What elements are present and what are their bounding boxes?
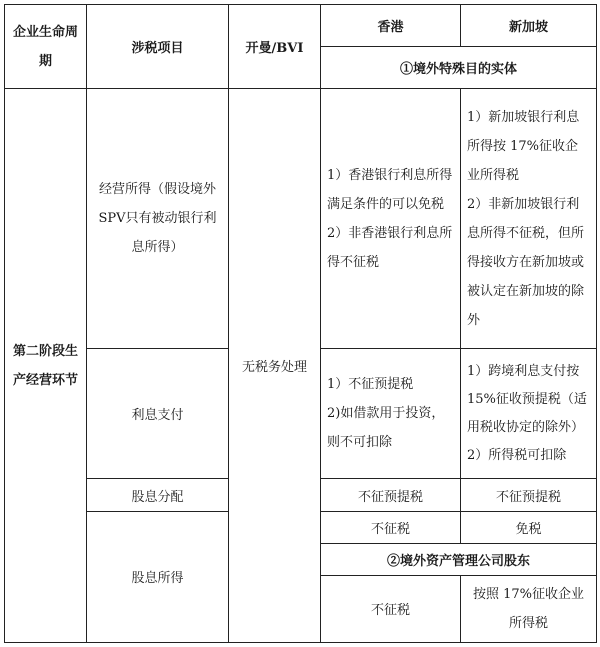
header-lifecycle: 企业生命周期 [5,5,87,89]
header-hongkong: 香港 [321,5,461,47]
header-cayman-bvi: 开曼/BVI [229,5,321,89]
hk-operating-income [321,89,461,349]
hk-dividend-income: 不征税 [321,511,461,543]
tax-item-dividend-income: 股息所得 [87,511,229,642]
tax-comparison-table [4,4,597,643]
tax-item-operating-income: 经营所得（假设境外SPV只有被动银行利息所得） [87,89,229,349]
sg-dividend-income: 免税 [461,511,597,543]
sg-operating-income-line-1: 1）新加坡银行利息所得按 17%征收企业所得税 [467,109,580,183]
sg-operating-income [461,89,597,349]
hk-interest-payment-line-2: 2)如借款用于投资，则不可扣除 [327,406,445,451]
sg-interest-payment-line-2: 2）所得税可扣除 [467,447,567,463]
sg-interest-payment-line-1: 1）跨境利息支付按15%征收预提税（适用税收协定的除外） [467,363,587,435]
cayman-treatment: 无税务处理 [229,89,321,643]
sg-dividend-distribution: 不征预提税 [461,479,597,511]
hk-operating-income-line-1: 1）香港银行利息所得满足条件的可以免税 [327,167,453,212]
tax-item-interest-payment: 利息支付 [87,349,229,479]
hk-asset-mgmt-dividend: 不征税 [321,575,461,642]
hk-interest-payment-line-1: 1）不征预提税 [327,377,414,393]
section-title-asset-management-shareholder: ②境外资产管理公司股东 [321,543,597,575]
header-singapore: 新加坡 [461,5,597,47]
section-title-special-purpose-entity: ①境外特殊目的实体 [321,47,597,89]
stage-label: 第二阶段生产经营环节 [5,89,87,643]
hk-dividend-distribution: 不征预提税 [321,479,461,511]
sg-operating-income-line-2: 2）非新加坡银行利息所得不征税，但所得接收方在新加坡或被认定在新加坡的除外 [467,196,585,328]
sg-asset-mgmt-dividend: 按照 17%征收企业所得税 [461,575,597,642]
hk-operating-income-line-2: 2）非香港银行利息所得不征税 [327,225,453,270]
header-tax-item: 涉税项目 [87,5,229,89]
hk-interest-payment [321,349,461,479]
sg-interest-payment [461,349,597,479]
tax-item-dividend-distribution: 股息分配 [87,479,229,511]
